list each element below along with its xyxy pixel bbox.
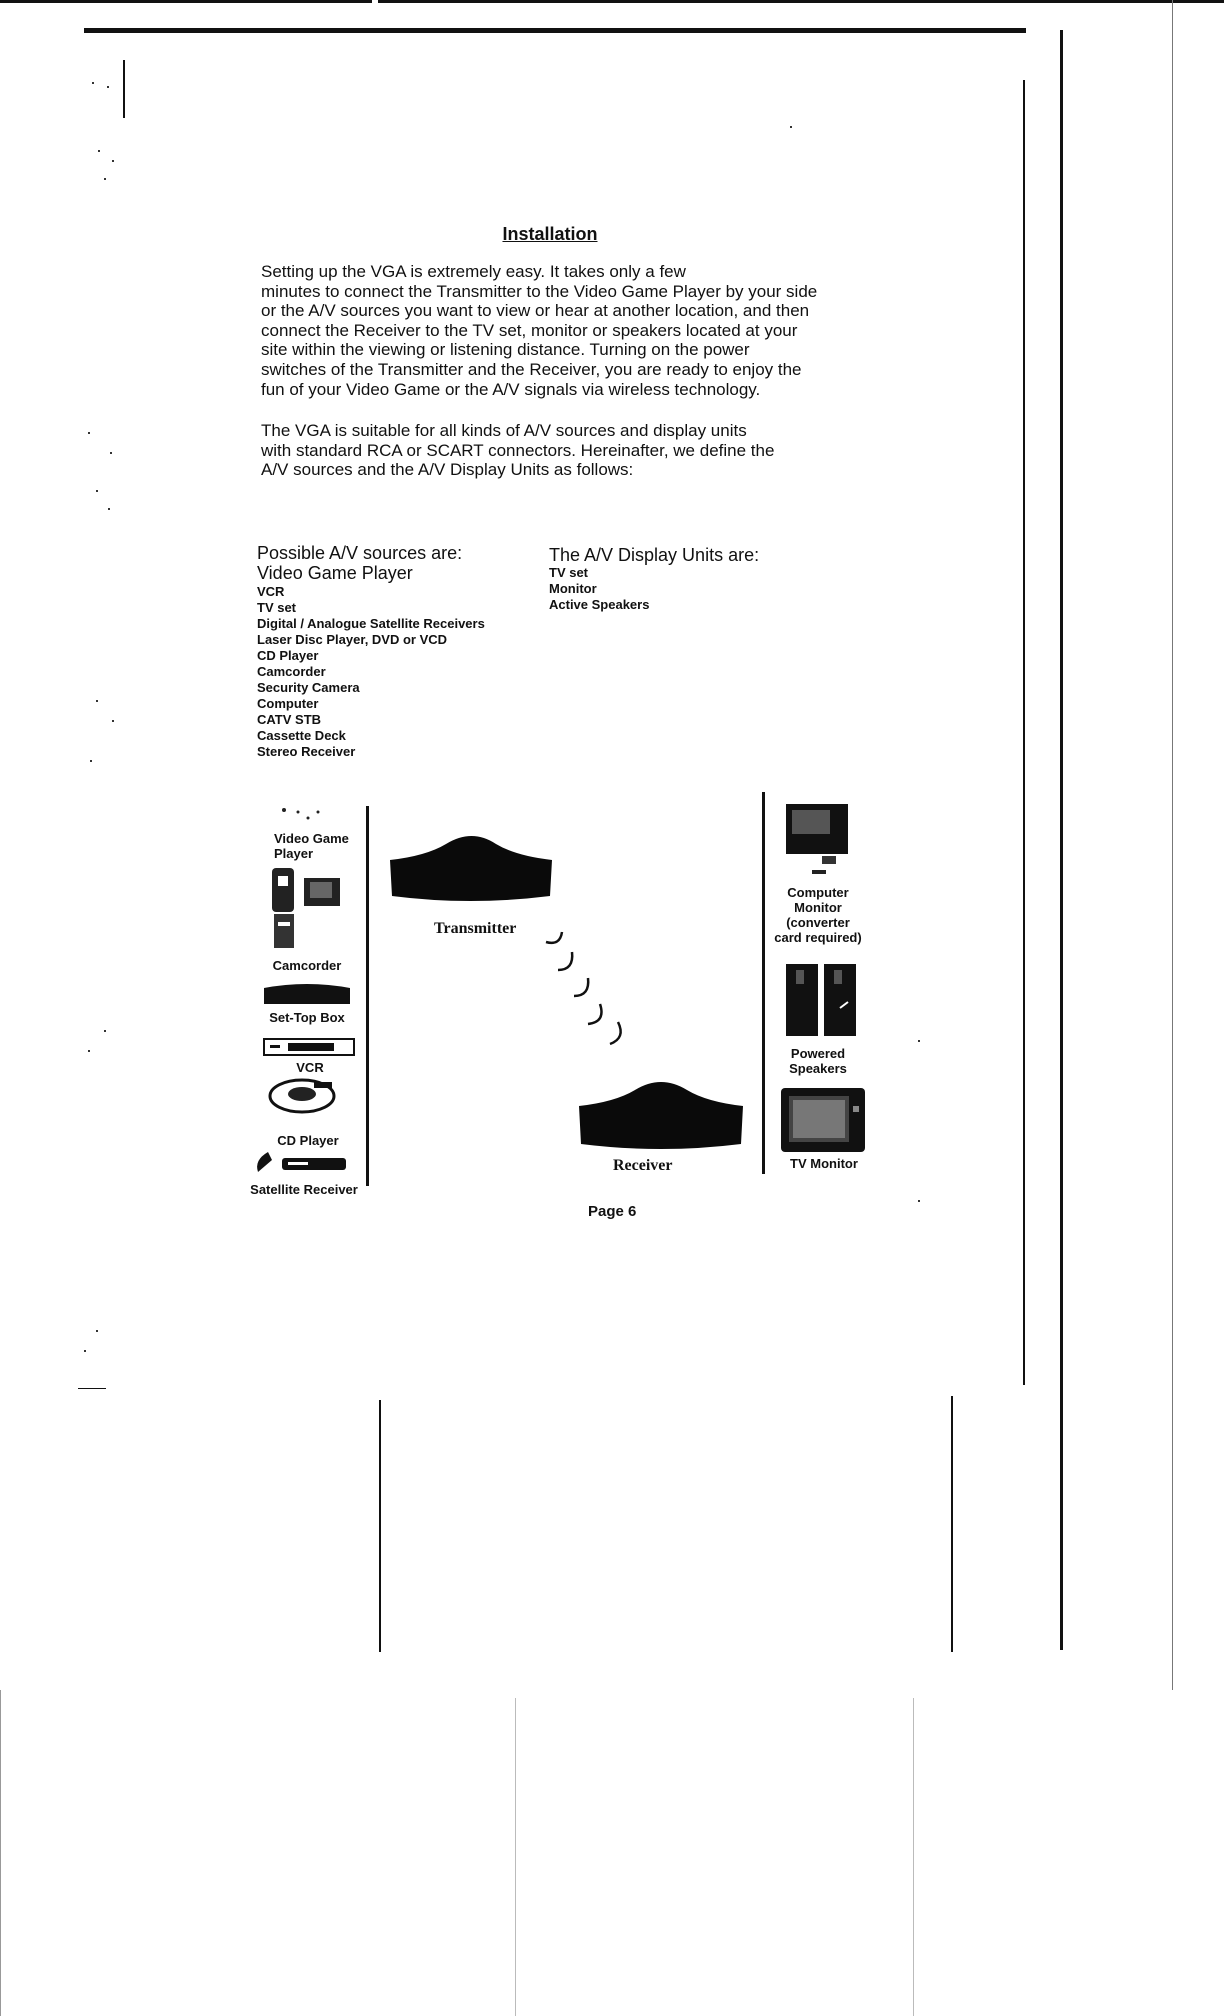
camcorder-label: Camcorder: [272, 958, 342, 973]
text-line: fun of your Video Game or the A/V signals via wireless technology.: [261, 379, 761, 399]
sources-first-item: Video Game Player: [257, 563, 413, 583]
list-item: Monitor: [549, 581, 597, 596]
list-item: Digital / Analogue Satellite Receivers: [257, 616, 485, 631]
page-number: Page 6: [588, 1203, 637, 1220]
set-top-box-label: Set-Top Box: [269, 1010, 345, 1025]
video-game-player-label: Video Game Player: [274, 831, 349, 861]
bottom-line-4: [913, 1698, 914, 2016]
sources-column: [257, 543, 547, 760]
text-line: Setting up the VGA is extremely easy. It takes only a few: [261, 262, 686, 281]
tv-monitor-label: TV Monitor: [790, 1156, 858, 1171]
computer-monitor-icon: [782, 800, 852, 880]
displays-list: [549, 565, 809, 613]
displays-heading: The A/V Display Units are:: [549, 545, 760, 565]
diagram-left-divider: [366, 806, 369, 1186]
vcr-icon: [262, 1037, 356, 1057]
suitability-paragraph: [261, 421, 901, 480]
top-rule-right: [378, 0, 1224, 3]
list-item: Security Camera: [257, 680, 360, 695]
list-item: Cassette Deck: [257, 728, 346, 743]
list-item: TV set: [257, 600, 297, 615]
sources-heading: Possible A/V sources are:: [257, 543, 463, 563]
bottom-line-5: [0, 1690, 1, 2016]
text-line: site within the viewing or listening distance. Turning on the power: [261, 340, 750, 360]
list-item: Active Speakers: [549, 597, 650, 612]
text-line: or the A/V sources you want to view or hear at another location, and then: [261, 301, 810, 321]
text-line: switches of the Transmitter and the Receiver, you are ready to enjoy the: [261, 359, 802, 379]
text-line: connect the Receiver to the TV set, monitor or speakers located at your: [261, 320, 798, 340]
powered-speakers-icon: [784, 962, 858, 1038]
margin-line-left: [123, 60, 125, 118]
list-item: Laser Disc Player, DVD or VCD: [257, 632, 448, 647]
margin-line-right-outer: [1060, 30, 1063, 1650]
small-left-tick: [78, 1388, 106, 1389]
bottom-line-3: [515, 1698, 516, 2016]
satellite-receiver-label: Satellite Receiver: [250, 1182, 358, 1197]
list-item: Computer: [257, 696, 319, 711]
list-item: CATV STB: [257, 712, 322, 727]
tv-monitor-icon: [779, 1086, 867, 1154]
camcorder-icon: [268, 862, 348, 952]
set-top-box-icon: [260, 980, 354, 1008]
computer-monitor-label: Computer Monitor (converter card required): [774, 885, 862, 945]
list-item: Camcorder: [257, 664, 326, 679]
game-controller-icon: [276, 802, 326, 826]
text-line: The VGA is suitable for all kinds of A/V sources and display units: [261, 421, 747, 440]
text-line: A/V sources and the A/V Display Units as follows:: [261, 460, 634, 480]
vcr-label: VCR: [296, 1060, 324, 1075]
transmitter-label: Transmitter: [434, 920, 517, 937]
list-item: CD Player: [257, 648, 319, 663]
cd-player-label: CD Player: [277, 1133, 339, 1148]
intro-paragraph: [261, 262, 901, 399]
margin-line-far-right: [1172, 0, 1173, 1690]
top-rule-left: [0, 0, 372, 3]
header-rule: [84, 28, 1026, 33]
transmitter-icon: [386, 830, 556, 904]
sources-list: [257, 584, 547, 760]
page-title: Installation: [502, 224, 598, 244]
diagram-right-divider: [762, 792, 765, 1174]
powered-speakers-label: Powered Speakers: [789, 1046, 847, 1076]
satellite-receiver-icon: [252, 1146, 352, 1178]
bottom-line-1: [379, 1400, 381, 1652]
cd-player-icon: [262, 1072, 342, 1122]
receiver-label: Receiver: [613, 1157, 673, 1174]
bottom-line-2: [951, 1396, 953, 1652]
text-line: minutes to connect the Transmitter to the Video Game Player by your side: [261, 281, 818, 301]
displays-column: [549, 545, 809, 613]
list-item: TV set: [549, 565, 589, 580]
wireless-signal-icon: [538, 918, 648, 1068]
list-item: Stereo Receiver: [257, 744, 356, 759]
text-line: with standard RCA or SCART connectors. Hereinafter, we define the: [261, 440, 775, 460]
receiver-icon: [575, 1076, 747, 1152]
margin-line-right-inner: [1023, 80, 1025, 1385]
list-item: VCR: [257, 584, 285, 599]
